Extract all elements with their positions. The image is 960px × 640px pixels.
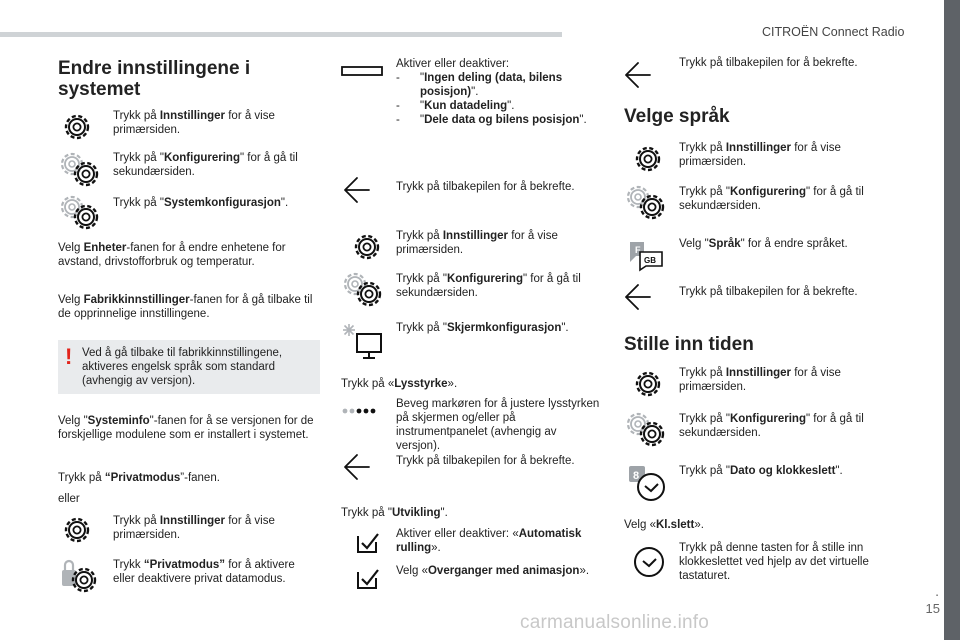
paragraph-units: Velg Enheter-fanen for å endre enhetene for avstand, drivstofforbruk og temperatur.	[58, 242, 286, 268]
settings-gear-icon	[350, 230, 384, 264]
toggle-bar-icon	[341, 66, 383, 78]
option-no-sharing: - "Ingen deling (data, bilens posisjon)".	[396, 72, 563, 98]
back-arrow-icon	[341, 175, 381, 205]
page-number: 15	[925, 601, 940, 616]
step-configuration-3: Trykk på "Konfigurering" for å gå til sekundærsiden.	[679, 186, 864, 212]
step-configuration: Trykk på "Konfigurering" for å gå til sekundærsiden.	[113, 152, 298, 178]
back-arrow-icon	[622, 282, 662, 312]
slider-dots-icon	[341, 405, 385, 417]
section-title-time: Stille inn tiden	[624, 334, 754, 355]
step-brightness-slider: Beveg markøren for å justere lysstyrken på skjermen og/eller på instrumentpanelet (avhengig av versjon).	[396, 398, 600, 452]
step-back-confirm: Trykk på tilbakepilen for å bekrefte.	[396, 181, 575, 193]
back-arrow-icon	[341, 452, 381, 482]
configuration-gears-icon	[624, 183, 668, 223]
step-date-time: Trykk på "Dato og klokkeslett".	[679, 465, 843, 477]
paragraph-development: Trykk på "Utvikling".	[341, 507, 448, 519]
paragraph-systeminfo: Velg "Systeminfo"-fanen for å se versjonen for de forskjellige modulene som er installert i systemet.	[58, 415, 314, 441]
step-back-confirm-3: Trykk på tilbakepilen for å bekrefte.	[679, 57, 858, 69]
text-or: eller	[58, 493, 80, 505]
privacy-lock-icon	[60, 556, 100, 598]
section-title-language: Velge språk	[624, 106, 730, 127]
settings-gear-icon	[631, 142, 665, 176]
page-dot: .	[935, 583, 939, 599]
warning-icon: !	[65, 344, 73, 369]
lang-badge-gb: GB	[644, 256, 656, 265]
checkbox-icon	[354, 530, 382, 556]
configuration-gears-icon	[624, 410, 668, 450]
step-animations: Velg «Overganger med animasjon».	[396, 565, 590, 577]
step-language: Velg "Språk" for å endre språket.	[679, 238, 848, 250]
paragraph-clock: Velg «Kl.slett».	[624, 519, 704, 531]
language-flag-icon	[626, 238, 670, 272]
paragraph-brightness: Trykk på «Lysstyrke».	[341, 378, 458, 390]
date-badge: 8	[633, 470, 640, 482]
screen-brightness-icon	[341, 322, 385, 362]
configuration-gears-icon	[341, 270, 385, 310]
step-auto-scroll: Aktiver eller deaktiver: «Automatisk rulling».	[396, 528, 582, 554]
configuration-gears-icon	[58, 193, 102, 233]
configuration-gears-icon	[58, 150, 102, 190]
settings-gear-icon	[60, 513, 94, 547]
step-settings-5: Trykk på Innstillinger for å vise primærsiden.	[679, 367, 841, 393]
warning-note	[58, 340, 320, 394]
step-settings-2: Trykk på Innstillinger for å vise primærsiden.	[113, 515, 275, 541]
clock-set-icon	[632, 545, 666, 579]
step-screen-config: Trykk på "Skjermkonfigurasjon".	[396, 322, 569, 334]
option-data-only: - "Kun datadeling".	[396, 100, 515, 112]
option-share-all: - "Dele data og bilens posisjon".	[396, 114, 587, 126]
step-set-clock: Trykk på denne tasten for å stille inn klokkeslettet ved hjelp av det virtuelle tastaturet.	[679, 542, 869, 582]
step-back-confirm-4: Trykk på tilbakepilen for å bekrefte.	[679, 286, 858, 298]
date-clock-icon	[626, 462, 670, 504]
warning-text: Ved å gå tilbake til fabrikkinnstillingene, aktiveres engelsk språk som standard (avhengig av versjon).	[82, 347, 283, 387]
side-strip	[944, 0, 960, 640]
step-private-mode: Trykk “Privatmodus” for å aktivere eller deaktivere privat datamodus.	[113, 559, 295, 585]
paragraph-factory: Velg Fabrikkinnstillinger-fanen for å gå tilbake til de opprinnelige innstillingene.	[58, 294, 313, 320]
step-settings-3: Trykk på Innstillinger for å vise primærsiden.	[396, 230, 558, 256]
step-settings-4: Trykk på Innstillinger for å vise primærsiden.	[679, 142, 841, 168]
step-system-config: Trykk på "Systemkonfigurasjon".	[113, 197, 289, 209]
back-arrow-icon	[622, 60, 662, 90]
header-bar	[0, 32, 562, 37]
watermark: carmanualsonline.info	[520, 612, 710, 633]
data-sharing-heading: Aktiver eller deaktiver:	[396, 58, 510, 70]
brand-title: CITROËN Connect Radio	[762, 25, 905, 39]
step-configuration-2: Trykk på "Konfigurering" for å gå til sekundærsiden.	[396, 273, 581, 299]
paragraph-privacy-tab: Trykk på “Privatmodus”-fanen.	[58, 472, 220, 484]
settings-gear-icon	[631, 367, 665, 401]
settings-gear-icon	[60, 110, 94, 144]
step-back-confirm-2: Trykk på tilbakepilen for å bekrefte.	[396, 455, 575, 467]
checkbox-icon	[354, 566, 382, 592]
data-sharing-options	[396, 57, 601, 127]
step-settings: Trykk på Innstillinger for å vise primærsiden.	[113, 110, 275, 136]
step-configuration-4: Trykk på "Konfigurering" for å gå til sekundærsiden.	[679, 413, 864, 439]
lang-badge-f: F	[635, 245, 641, 255]
section-title-system: Endre innstillingene i systemet	[58, 58, 251, 100]
